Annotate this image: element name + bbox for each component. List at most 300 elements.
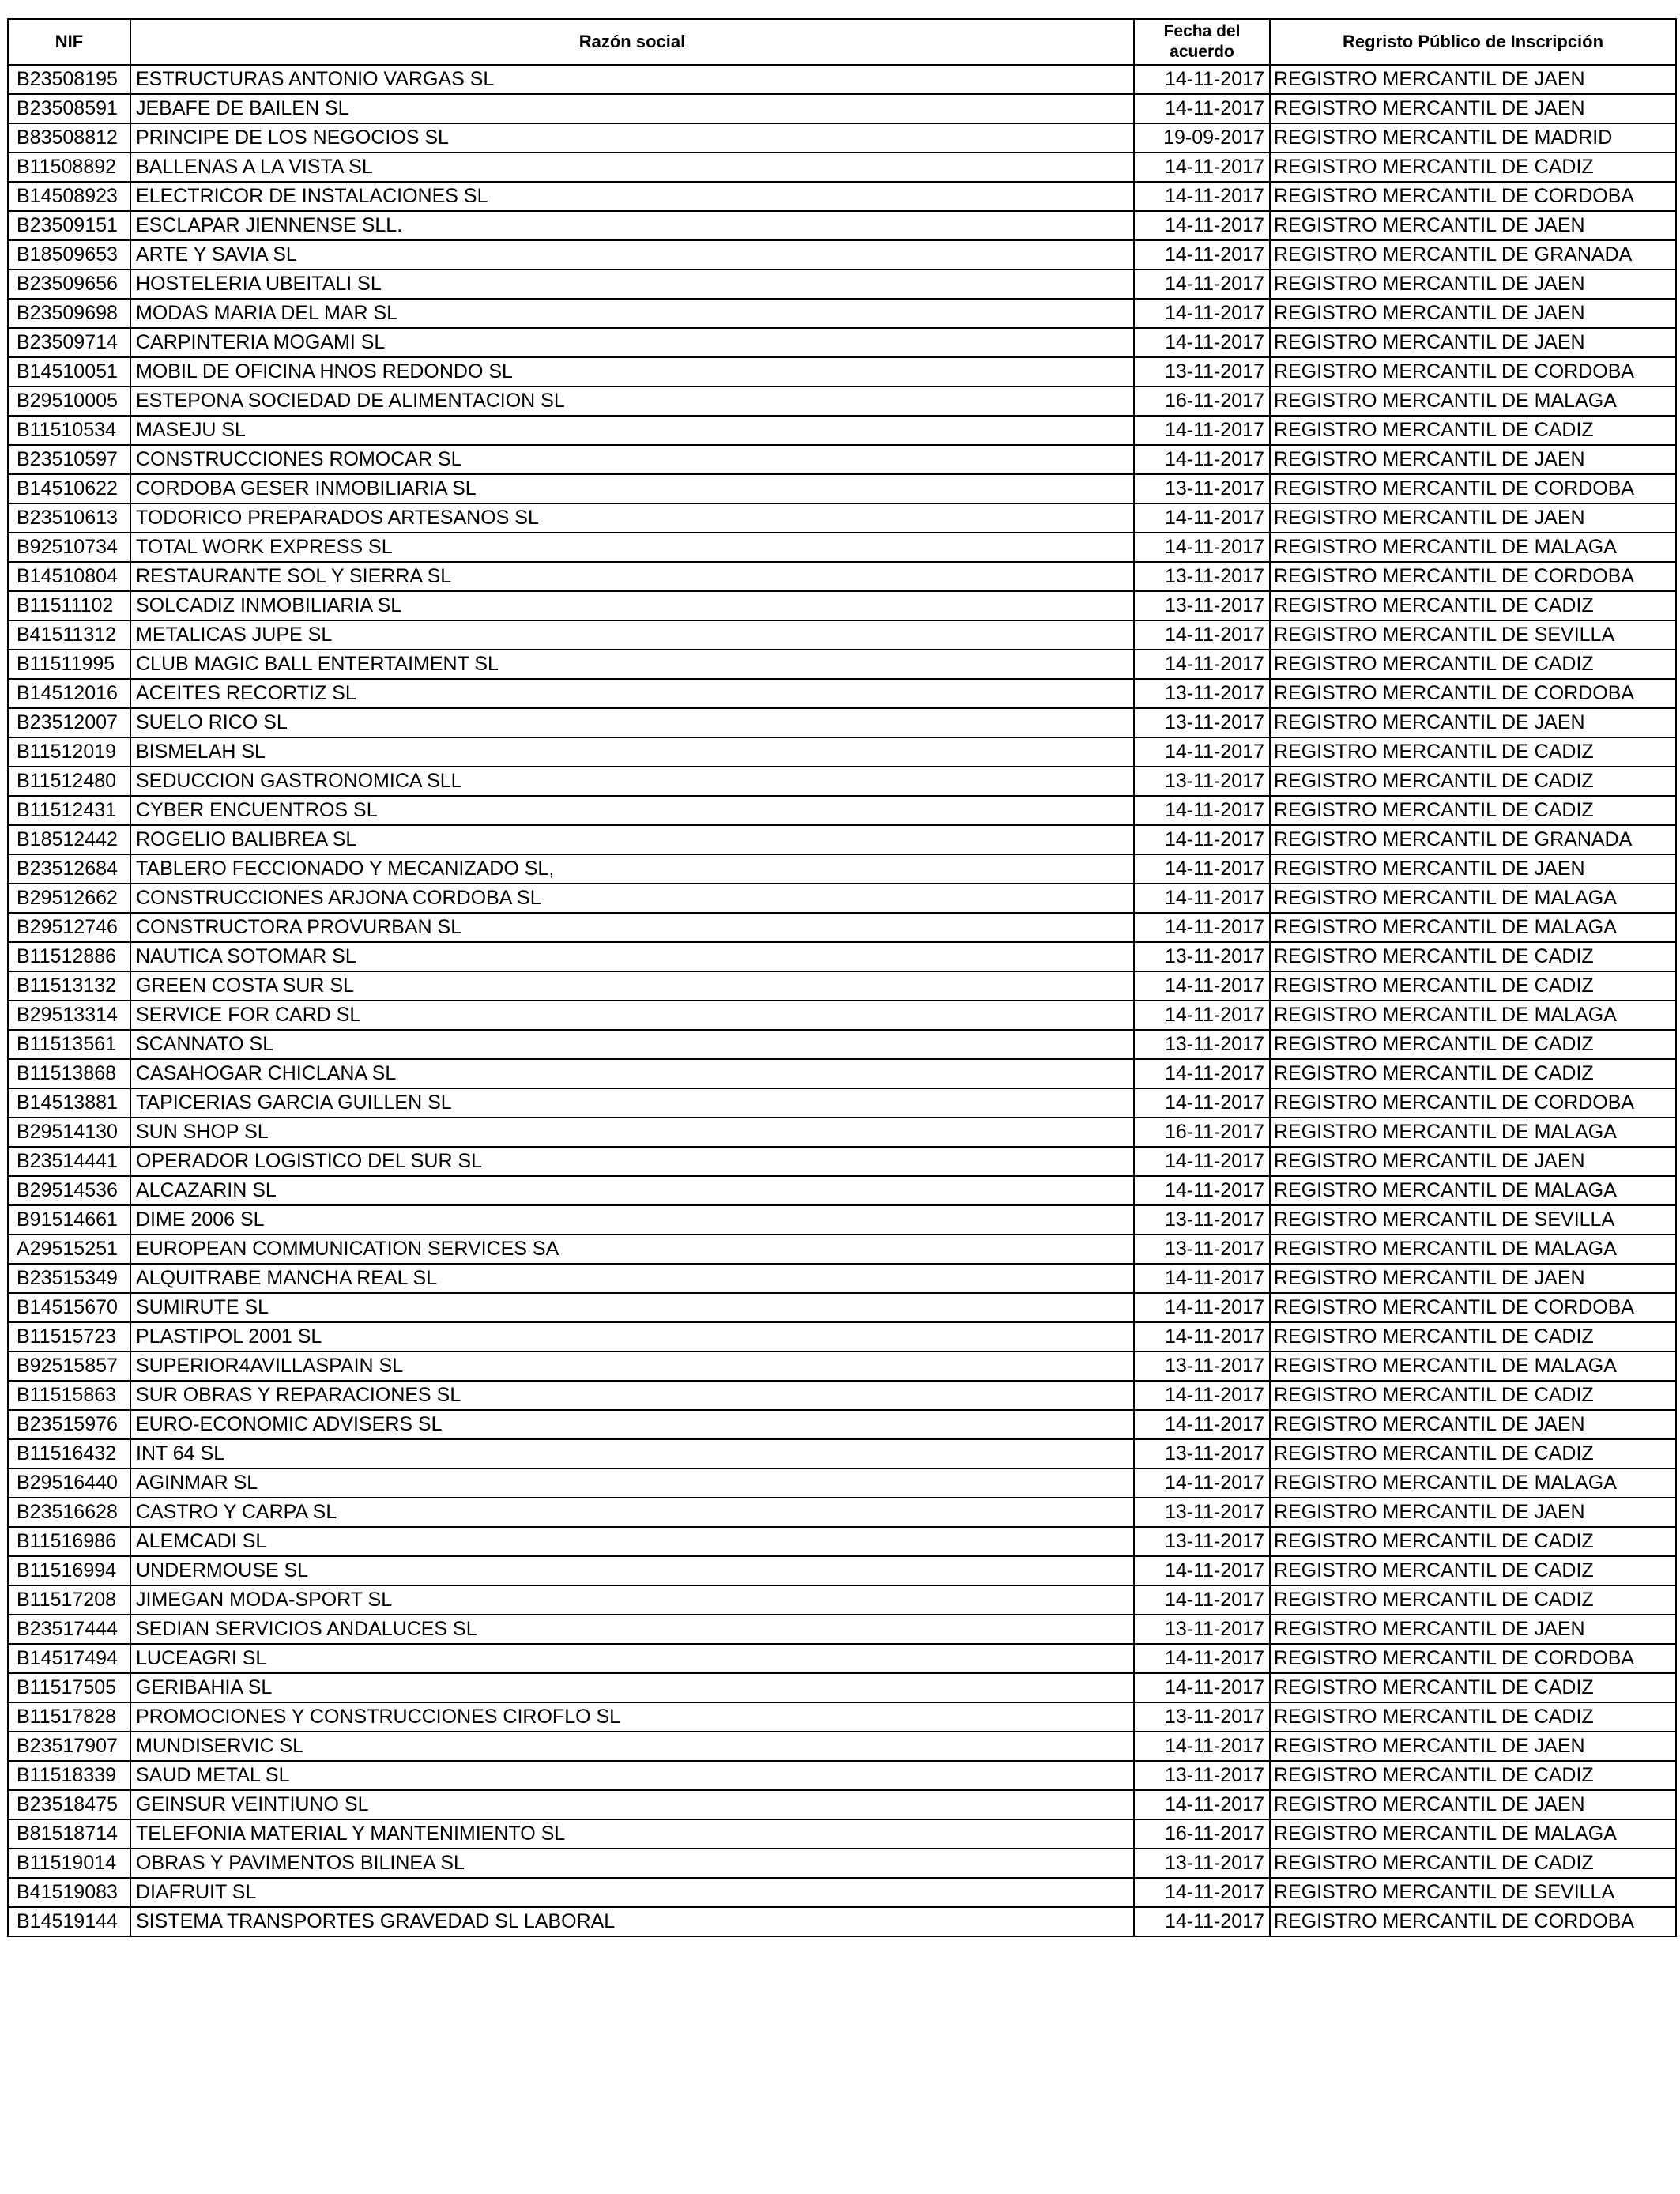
- razon-social-cell: TAPICERIAS GARCIA GUILLEN SL: [130, 1088, 1134, 1118]
- table-row: [8, 737, 1676, 767]
- fecha-cell: 13-11-2017: [1134, 357, 1270, 386]
- razon-social-cell: PROMOCIONES Y CONSTRUCCIONES CIROFLO SL: [130, 1702, 1134, 1732]
- fecha-cell: 13-11-2017: [1134, 679, 1270, 708]
- registro-cell: REGISTRO MERCANTIL DE CORDOBA: [1270, 474, 1676, 503]
- table-row: [8, 1732, 1676, 1761]
- table-row: [8, 854, 1676, 884]
- nif-cell: B23509698: [8, 299, 130, 328]
- registro-cell: REGISTRO MERCANTIL DE SEVILLA: [1270, 1878, 1676, 1907]
- registro-cell: REGISTRO MERCANTIL DE CADIZ: [1270, 737, 1676, 767]
- fecha-cell: 14-11-2017: [1134, 1001, 1270, 1030]
- registro-cell: REGISTRO MERCANTIL DE CADIZ: [1270, 1439, 1676, 1468]
- razon-social-cell: OBRAS Y PAVIMENTOS BILINEA SL: [130, 1849, 1134, 1878]
- razon-social-cell: GREEN COSTA SUR SL: [130, 971, 1134, 1001]
- table-row: [8, 533, 1676, 562]
- nif-cell: B29514130: [8, 1118, 130, 1147]
- razon-social-cell: MUNDISERVIC SL: [130, 1732, 1134, 1761]
- registro-cell: REGISTRO MERCANTIL DE JAEN: [1270, 270, 1676, 299]
- table-row: [8, 562, 1676, 591]
- nif-cell: B11513561: [8, 1030, 130, 1059]
- fecha-cell: 13-11-2017: [1134, 1439, 1270, 1468]
- table-row: [8, 1702, 1676, 1732]
- table-row: [8, 679, 1676, 708]
- table-row: [8, 1556, 1676, 1585]
- registro-cell: REGISTRO MERCANTIL DE JAEN: [1270, 708, 1676, 737]
- razon-social-cell: MASEJU SL: [130, 416, 1134, 445]
- table-row: [8, 971, 1676, 1001]
- registro-cell: REGISTRO MERCANTIL DE CADIZ: [1270, 416, 1676, 445]
- fecha-cell: 14-11-2017: [1134, 416, 1270, 445]
- fecha-cell: 14-11-2017: [1134, 1088, 1270, 1118]
- razon-social-cell: CASTRO Y CARPA SL: [130, 1498, 1134, 1527]
- fecha-cell: 14-11-2017: [1134, 1644, 1270, 1673]
- nif-cell: B23508591: [8, 94, 130, 123]
- razon-social-cell: TABLERO FECCIONADO Y MECANIZADO SL,: [130, 854, 1134, 884]
- razon-social-cell: SAUD METAL SL: [130, 1761, 1134, 1790]
- razon-social-cell: ESTEPONA SOCIEDAD DE ALIMENTACION SL: [130, 386, 1134, 416]
- fecha-cell: 14-11-2017: [1134, 971, 1270, 1001]
- registro-cell: REGISTRO MERCANTIL DE MALAGA: [1270, 1351, 1676, 1381]
- fecha-cell: 14-11-2017: [1134, 153, 1270, 182]
- registro-cell: REGISTRO MERCANTIL DE MALAGA: [1270, 1001, 1676, 1030]
- registro-cell: REGISTRO MERCANTIL DE CADIZ: [1270, 1849, 1676, 1878]
- header-fecha-acuerdo: Fecha del acuerdo: [1134, 19, 1270, 65]
- registro-cell: REGISTRO MERCANTIL DE MALAGA: [1270, 533, 1676, 562]
- registro-cell: REGISTRO MERCANTIL DE MALAGA: [1270, 913, 1676, 942]
- fecha-cell: 13-11-2017: [1134, 474, 1270, 503]
- razon-social-cell: DIME 2006 SL: [130, 1205, 1134, 1235]
- registro-cell: REGISTRO MERCANTIL DE JAEN: [1270, 1147, 1676, 1176]
- registro-cell: REGISTRO MERCANTIL DE MALAGA: [1270, 1235, 1676, 1264]
- fecha-cell: 14-11-2017: [1134, 854, 1270, 884]
- nif-cell: B11512480: [8, 767, 130, 796]
- razon-social-cell: CONSTRUCTORA PROVURBAN SL: [130, 913, 1134, 942]
- registro-cell: REGISTRO MERCANTIL DE MALAGA: [1270, 1819, 1676, 1849]
- razon-social-cell: TELEFONIA MATERIAL Y MANTENIMIENTO SL: [130, 1819, 1134, 1849]
- nif-cell: B11515723: [8, 1322, 130, 1351]
- fecha-cell: 14-11-2017: [1134, 913, 1270, 942]
- table-row: [8, 1468, 1676, 1498]
- fecha-cell: 14-11-2017: [1134, 182, 1270, 211]
- registro-cell: REGISTRO MERCANTIL DE CADIZ: [1270, 1322, 1676, 1351]
- nif-cell: B11516994: [8, 1556, 130, 1585]
- registro-cell: REGISTRO MERCANTIL DE CADIZ: [1270, 971, 1676, 1001]
- fecha-cell: 14-11-2017: [1134, 1322, 1270, 1351]
- registro-cell: REGISTRO MERCANTIL DE CADIZ: [1270, 1527, 1676, 1556]
- registro-cell: REGISTRO MERCANTIL DE CORDOBA: [1270, 679, 1676, 708]
- nif-cell: B23512684: [8, 854, 130, 884]
- fecha-cell: 14-11-2017: [1134, 620, 1270, 650]
- nif-cell: B14510804: [8, 562, 130, 591]
- nif-cell: B11515863: [8, 1381, 130, 1410]
- fecha-cell: 13-11-2017: [1134, 1205, 1270, 1235]
- fecha-cell: 13-11-2017: [1134, 562, 1270, 591]
- razon-social-cell: CYBER ENCUENTROS SL: [130, 796, 1134, 825]
- fecha-cell: 14-11-2017: [1134, 1907, 1270, 1936]
- nif-cell: B23509151: [8, 211, 130, 240]
- registro-cell: REGISTRO MERCANTIL DE CORDOBA: [1270, 1907, 1676, 1936]
- fecha-cell: 19-09-2017: [1134, 123, 1270, 153]
- razon-social-cell: CARPINTERIA MOGAMI SL: [130, 328, 1134, 357]
- registro-cell: REGISTRO MERCANTIL DE CADIZ: [1270, 1059, 1676, 1088]
- razon-social-cell: HOSTELERIA UBEITALI SL: [130, 270, 1134, 299]
- table-row: [8, 1673, 1676, 1702]
- nif-cell: B11517828: [8, 1702, 130, 1732]
- razon-social-cell: ESCLAPAR JIENNENSE SLL.: [130, 211, 1134, 240]
- table-row: [8, 1235, 1676, 1264]
- fecha-cell: 13-11-2017: [1134, 1761, 1270, 1790]
- table-row: [8, 1615, 1676, 1644]
- nif-cell: B11517208: [8, 1585, 130, 1615]
- razon-social-cell: GERIBAHIA SL: [130, 1673, 1134, 1702]
- registro-cell: REGISTRO MERCANTIL DE CADIZ: [1270, 1381, 1676, 1410]
- table-row: [8, 1176, 1676, 1205]
- table-row: [8, 270, 1676, 299]
- nif-cell: B14513881: [8, 1088, 130, 1118]
- fecha-cell: 13-11-2017: [1134, 708, 1270, 737]
- razon-social-cell: SERVICE FOR CARD SL: [130, 1001, 1134, 1030]
- registro-cell: REGISTRO MERCANTIL DE CORDOBA: [1270, 1293, 1676, 1322]
- nif-cell: B29510005: [8, 386, 130, 416]
- fecha-cell: 14-11-2017: [1134, 1673, 1270, 1702]
- fecha-cell: 14-11-2017: [1134, 1293, 1270, 1322]
- razon-social-cell: SUN SHOP SL: [130, 1118, 1134, 1147]
- razon-social-cell: ALCAZARIN SL: [130, 1176, 1134, 1205]
- nif-cell: B91514661: [8, 1205, 130, 1235]
- registro-cell: REGISTRO MERCANTIL DE CADIZ: [1270, 591, 1676, 620]
- razon-social-cell: BISMELAH SL: [130, 737, 1134, 767]
- table-row: [8, 123, 1676, 153]
- razon-social-cell: UNDERMOUSE SL: [130, 1556, 1134, 1585]
- nif-cell: B23517907: [8, 1732, 130, 1761]
- table-row: [8, 153, 1676, 182]
- razon-social-cell: CORDOBA GESER INMOBILIARIA SL: [130, 474, 1134, 503]
- nif-cell: B14512016: [8, 679, 130, 708]
- registro-cell: REGISTRO MERCANTIL DE CADIZ: [1270, 1702, 1676, 1732]
- table-row: [8, 1439, 1676, 1468]
- razon-social-cell: JIMEGAN MODA-SPORT SL: [130, 1585, 1134, 1615]
- table-row: [8, 1293, 1676, 1322]
- nif-cell: B11517505: [8, 1673, 130, 1702]
- fecha-cell: 13-11-2017: [1134, 767, 1270, 796]
- table-row: [8, 357, 1676, 386]
- table-row: [8, 1118, 1676, 1147]
- razon-social-cell: SUELO RICO SL: [130, 708, 1134, 737]
- fecha-cell: 14-11-2017: [1134, 825, 1270, 854]
- table-row: [8, 1322, 1676, 1351]
- table-row: [8, 650, 1676, 679]
- nif-cell: B14510622: [8, 474, 130, 503]
- registro-cell: REGISTRO MERCANTIL DE JAEN: [1270, 1790, 1676, 1819]
- registro-cell: REGISTRO MERCANTIL DE MADRID: [1270, 123, 1676, 153]
- table-row: [8, 1088, 1676, 1118]
- fecha-cell: 16-11-2017: [1134, 1118, 1270, 1147]
- razon-social-cell: EUROPEAN COMMUNICATION SERVICES SA: [130, 1235, 1134, 1264]
- fecha-cell: 16-11-2017: [1134, 1819, 1270, 1849]
- nif-cell: B23509656: [8, 270, 130, 299]
- registro-cell: REGISTRO MERCANTIL DE JAEN: [1270, 1732, 1676, 1761]
- fecha-cell: 14-11-2017: [1134, 299, 1270, 328]
- razon-social-cell: SUPERIOR4AVILLASPAIN SL: [130, 1351, 1134, 1381]
- razon-social-cell: OPERADOR LOGISTICO DEL SUR SL: [130, 1147, 1134, 1176]
- razon-social-cell: TODORICO PREPARADOS ARTESANOS SL: [130, 503, 1134, 533]
- fecha-cell: 14-11-2017: [1134, 1790, 1270, 1819]
- razon-social-cell: ACEITES RECORTIZ SL: [130, 679, 1134, 708]
- registro-cell: REGISTRO MERCANTIL DE CADIZ: [1270, 796, 1676, 825]
- fecha-cell: 14-11-2017: [1134, 1468, 1270, 1498]
- razon-social-cell: SCANNATO SL: [130, 1030, 1134, 1059]
- header-row: [8, 19, 1676, 65]
- nif-cell: B14510051: [8, 357, 130, 386]
- nif-cell: B29516440: [8, 1468, 130, 1498]
- registro-cell: REGISTRO MERCANTIL DE SEVILLA: [1270, 1205, 1676, 1235]
- razon-social-cell: BALLENAS A LA VISTA SL: [130, 153, 1134, 182]
- table-row: [8, 299, 1676, 328]
- nif-cell: B11518339: [8, 1761, 130, 1790]
- registro-cell: REGISTRO MERCANTIL DE CORDOBA: [1270, 1088, 1676, 1118]
- table-row: [8, 1059, 1676, 1088]
- nif-cell: B14519144: [8, 1907, 130, 1936]
- table-row: [8, 416, 1676, 445]
- fecha-cell: 13-11-2017: [1134, 942, 1270, 971]
- table-row: [8, 211, 1676, 240]
- nif-cell: B11512886: [8, 942, 130, 971]
- registro-cell: REGISTRO MERCANTIL DE CADIZ: [1270, 1673, 1676, 1702]
- nif-cell: B23509714: [8, 328, 130, 357]
- razon-social-cell: GEINSUR VEINTIUNO SL: [130, 1790, 1134, 1819]
- table-body: [8, 65, 1676, 1936]
- nif-cell: A29515251: [8, 1235, 130, 1264]
- registro-cell: REGISTRO MERCANTIL DE CADIZ: [1270, 153, 1676, 182]
- registro-cell: REGISTRO MERCANTIL DE JAEN: [1270, 328, 1676, 357]
- razon-social-cell: ALEMCADI SL: [130, 1527, 1134, 1556]
- registro-cell: REGISTRO MERCANTIL DE JAEN: [1270, 503, 1676, 533]
- fecha-cell: 14-11-2017: [1134, 1556, 1270, 1585]
- table-row: [8, 386, 1676, 416]
- nif-cell: B11511995: [8, 650, 130, 679]
- nif-cell: B23515976: [8, 1410, 130, 1439]
- registro-cell: REGISTRO MERCANTIL DE GRANADA: [1270, 825, 1676, 854]
- fecha-cell: 14-11-2017: [1134, 796, 1270, 825]
- registro-cell: REGISTRO MERCANTIL DE CORDOBA: [1270, 357, 1676, 386]
- fecha-cell: 14-11-2017: [1134, 1264, 1270, 1293]
- table-row: [8, 1907, 1676, 1936]
- table-row: [8, 708, 1676, 737]
- table-row: [8, 796, 1676, 825]
- nif-cell: B92510734: [8, 533, 130, 562]
- razon-social-cell: PLASTIPOL 2001 SL: [130, 1322, 1134, 1351]
- razon-social-cell: MOBIL DE OFICINA HNOS REDONDO SL: [130, 357, 1134, 386]
- table-row: [8, 1761, 1676, 1790]
- razon-social-cell: ALQUITRABE MANCHA REAL SL: [130, 1264, 1134, 1293]
- nif-cell: B23512007: [8, 708, 130, 737]
- header-registro: Regristo Público de Inscripción: [1270, 19, 1676, 65]
- razon-social-cell: SUMIRUTE SL: [130, 1293, 1134, 1322]
- fecha-cell: 14-11-2017: [1134, 94, 1270, 123]
- nif-cell: B11516432: [8, 1439, 130, 1468]
- fecha-cell: 14-11-2017: [1134, 240, 1270, 270]
- registro-cell: REGISTRO MERCANTIL DE CORDOBA: [1270, 562, 1676, 591]
- registro-cell: REGISTRO MERCANTIL DE MALAGA: [1270, 1468, 1676, 1498]
- razon-social-cell: CONSTRUCCIONES ARJONA CORDOBA SL: [130, 884, 1134, 913]
- table-row: [8, 825, 1676, 854]
- nif-cell: B83508812: [8, 123, 130, 153]
- table-row: [8, 1205, 1676, 1235]
- table-row: [8, 1030, 1676, 1059]
- razon-social-cell: RESTAURANTE SOL Y SIERRA SL: [130, 562, 1134, 591]
- razon-social-cell: SISTEMA TRANSPORTES GRAVEDAD SL LABORAL: [130, 1907, 1134, 1936]
- fecha-cell: 14-11-2017: [1134, 445, 1270, 474]
- razon-social-cell: AGINMAR SL: [130, 1468, 1134, 1498]
- registro-cell: REGISTRO MERCANTIL DE JAEN: [1270, 445, 1676, 474]
- nif-cell: B11513132: [8, 971, 130, 1001]
- nif-cell: B23515349: [8, 1264, 130, 1293]
- nif-cell: B18512442: [8, 825, 130, 854]
- nif-cell: B14515670: [8, 1293, 130, 1322]
- nif-cell: B14517494: [8, 1644, 130, 1673]
- nif-cell: B23510613: [8, 503, 130, 533]
- nif-cell: B11512019: [8, 737, 130, 767]
- nif-cell: B29512662: [8, 884, 130, 913]
- nif-cell: B11513868: [8, 1059, 130, 1088]
- razon-social-cell: CASAHOGAR CHICLANA SL: [130, 1059, 1134, 1088]
- header-nif: NIF: [8, 19, 130, 65]
- nif-cell: B41511312: [8, 620, 130, 650]
- registro-cell: REGISTRO MERCANTIL DE JAEN: [1270, 854, 1676, 884]
- razon-social-cell: MODAS MARIA DEL MAR SL: [130, 299, 1134, 328]
- nif-cell: B92515857: [8, 1351, 130, 1381]
- registro-cell: REGISTRO MERCANTIL DE MALAGA: [1270, 884, 1676, 913]
- table-row: [8, 1790, 1676, 1819]
- nif-cell: B23517444: [8, 1615, 130, 1644]
- nif-cell: B29512746: [8, 913, 130, 942]
- table-row: [8, 884, 1676, 913]
- registro-cell: REGISTRO MERCANTIL DE CADIZ: [1270, 1030, 1676, 1059]
- razon-social-cell: ESTRUCTURAS ANTONIO VARGAS SL: [130, 65, 1134, 94]
- fecha-cell: 13-11-2017: [1134, 1702, 1270, 1732]
- fecha-cell: 13-11-2017: [1134, 1527, 1270, 1556]
- table-row: [8, 445, 1676, 474]
- fecha-cell: 14-11-2017: [1134, 533, 1270, 562]
- registro-cell: REGISTRO MERCANTIL DE GRANADA: [1270, 240, 1676, 270]
- table-row: [8, 1819, 1676, 1849]
- razon-social-cell: CLUB MAGIC BALL ENTERTAIMENT SL: [130, 650, 1134, 679]
- fecha-cell: 13-11-2017: [1134, 1351, 1270, 1381]
- nif-cell: B23508195: [8, 65, 130, 94]
- registro-cell: REGISTRO MERCANTIL DE CADIZ: [1270, 650, 1676, 679]
- razon-social-cell: ELECTRICOR DE INSTALACIONES SL: [130, 182, 1134, 211]
- nif-cell: B11510534: [8, 416, 130, 445]
- razon-social-cell: DIAFRUIT SL: [130, 1878, 1134, 1907]
- fecha-cell: 14-11-2017: [1134, 503, 1270, 533]
- fecha-cell: 14-11-2017: [1134, 1147, 1270, 1176]
- registro-cell: REGISTRO MERCANTIL DE CADIZ: [1270, 1556, 1676, 1585]
- fecha-cell: 13-11-2017: [1134, 1615, 1270, 1644]
- registro-cell: REGISTRO MERCANTIL DE CADIZ: [1270, 767, 1676, 796]
- fecha-cell: 14-11-2017: [1134, 737, 1270, 767]
- table-row: [8, 240, 1676, 270]
- companies-table: [7, 18, 1677, 1937]
- nif-cell: B11519014: [8, 1849, 130, 1878]
- fecha-cell: 14-11-2017: [1134, 650, 1270, 679]
- razon-social-cell: SEDUCCION GASTRONOMICA SLL: [130, 767, 1134, 796]
- nif-cell: B23518475: [8, 1790, 130, 1819]
- table-row: [8, 1410, 1676, 1439]
- registro-cell: REGISTRO MERCANTIL DE JAEN: [1270, 211, 1676, 240]
- razon-social-cell: SEDIAN SERVICIOS ANDALUCES SL: [130, 1615, 1134, 1644]
- registro-cell: REGISTRO MERCANTIL DE JAEN: [1270, 94, 1676, 123]
- fecha-cell: 13-11-2017: [1134, 1498, 1270, 1527]
- registro-cell: REGISTRO MERCANTIL DE SEVILLA: [1270, 620, 1676, 650]
- fecha-cell: 14-11-2017: [1134, 1878, 1270, 1907]
- fecha-cell: 13-11-2017: [1134, 591, 1270, 620]
- fecha-cell: 13-11-2017: [1134, 1849, 1270, 1878]
- fecha-cell: 13-11-2017: [1134, 1235, 1270, 1264]
- table-row: [8, 474, 1676, 503]
- razon-social-cell: TOTAL WORK EXPRESS SL: [130, 533, 1134, 562]
- table-row: [8, 913, 1676, 942]
- table-row: [8, 182, 1676, 211]
- table-row: [8, 620, 1676, 650]
- registro-cell: REGISTRO MERCANTIL DE CADIZ: [1270, 942, 1676, 971]
- fecha-cell: 14-11-2017: [1134, 1585, 1270, 1615]
- table-row: [8, 1498, 1676, 1527]
- nif-cell: B11516986: [8, 1527, 130, 1556]
- registro-cell: REGISTRO MERCANTIL DE JAEN: [1270, 65, 1676, 94]
- table-row: [8, 1849, 1676, 1878]
- nif-cell: B11508892: [8, 153, 130, 182]
- razon-social-cell: LUCEAGRI SL: [130, 1644, 1134, 1673]
- razon-social-cell: SUR OBRAS Y REPARACIONES SL: [130, 1381, 1134, 1410]
- razon-social-cell: ROGELIO BALIBREA SL: [130, 825, 1134, 854]
- registro-cell: REGISTRO MERCANTIL DE MALAGA: [1270, 1176, 1676, 1205]
- nif-cell: B11511102: [8, 591, 130, 620]
- fecha-cell: 14-11-2017: [1134, 328, 1270, 357]
- nif-cell: B11512431: [8, 796, 130, 825]
- nif-cell: B29514536: [8, 1176, 130, 1205]
- fecha-cell: 14-11-2017: [1134, 270, 1270, 299]
- fecha-cell: 13-11-2017: [1134, 1030, 1270, 1059]
- registro-cell: REGISTRO MERCANTIL DE JAEN: [1270, 1615, 1676, 1644]
- registro-cell: REGISTRO MERCANTIL DE CORDOBA: [1270, 1644, 1676, 1673]
- registro-cell: REGISTRO MERCANTIL DE MALAGA: [1270, 1118, 1676, 1147]
- table-row: [8, 1644, 1676, 1673]
- razon-social-cell: ARTE Y SAVIA SL: [130, 240, 1134, 270]
- registro-cell: REGISTRO MERCANTIL DE CORDOBA: [1270, 182, 1676, 211]
- razon-social-cell: SOLCADIZ INMOBILIARIA SL: [130, 591, 1134, 620]
- table-row: [8, 65, 1676, 94]
- fecha-cell: 14-11-2017: [1134, 1381, 1270, 1410]
- table-row: [8, 591, 1676, 620]
- table-row: [8, 1264, 1676, 1293]
- fecha-cell: 14-11-2017: [1134, 1059, 1270, 1088]
- registro-cell: REGISTRO MERCANTIL DE JAEN: [1270, 1498, 1676, 1527]
- nif-cell: B41519083: [8, 1878, 130, 1907]
- table-row: [8, 1001, 1676, 1030]
- table-row: [8, 767, 1676, 796]
- nif-cell: B14508923: [8, 182, 130, 211]
- nif-cell: B81518714: [8, 1819, 130, 1849]
- razon-social-cell: METALICAS JUPE SL: [130, 620, 1134, 650]
- fecha-cell: 14-11-2017: [1134, 1732, 1270, 1761]
- registro-cell: REGISTRO MERCANTIL DE JAEN: [1270, 1410, 1676, 1439]
- razon-social-cell: NAUTICA SOTOMAR SL: [130, 942, 1134, 971]
- fecha-cell: 14-11-2017: [1134, 884, 1270, 913]
- nif-cell: B23510597: [8, 445, 130, 474]
- nif-cell: B29513314: [8, 1001, 130, 1030]
- registro-cell: REGISTRO MERCANTIL DE CADIZ: [1270, 1585, 1676, 1615]
- table-row: [8, 503, 1676, 533]
